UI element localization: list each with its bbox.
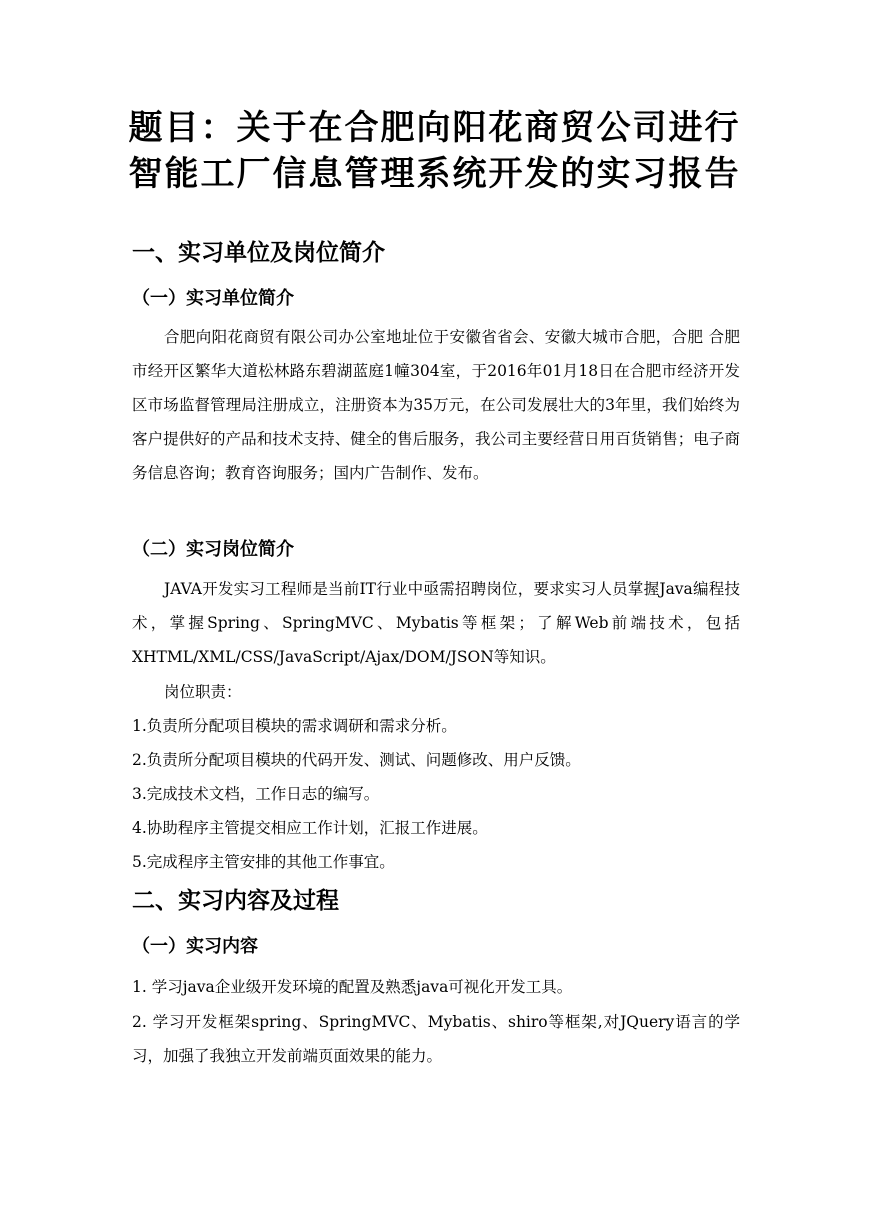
section-2-heading: 二、实习内容及过程 <box>132 888 339 914</box>
section-2-1-heading: （一）实习内容 <box>132 936 258 957</box>
duty-item-2: 2.负责所分配项目模块的代码开发、测试、问题修改、用户反馈。 <box>132 751 581 769</box>
duty-item-3: 3.完成技术文档，工作日志的编写。 <box>132 785 380 803</box>
duties-label: 岗位职责： <box>164 683 242 701</box>
company-intro-paragraph: 合肥向阳花商贸有限公司办公室地址位于安徽省省会、安徽大城市合肥，合肥 合肥市经开区繁华大道松林路东碧湖蓝庭1幢304室，于2016年01月18日在合肥市经济开发区市场监督管理局注册成立，注册资本为35万元，在公司发展壮大的3年里，我们始终为客户提供好的产品和技术支持、健全的售后服务，我公司主要经营日用百货销售；电子商务信息咨询；教育咨询服务；国内广告制作、发布。 <box>132 328 740 482</box>
section-1-1-heading: （一）实习单位简介 <box>132 288 294 309</box>
duty-item-1: 1.负责所分配项目模块的需求调研和需求分析。 <box>132 717 457 735</box>
content-item-1: 1. 学习java企业级开发环境的配置及熟悉java可视化开发工具。 <box>132 978 573 996</box>
document-title-line-1: 题目：关于在合肥向阳花商贸公司进行 <box>128 108 741 148</box>
duty-item-5: 5.完成程序主管安排的其他工作事宜。 <box>132 853 395 871</box>
content-item-2: 2. 学习开发框架spring、SpringMVC、Mybatis、shiro等框架,对JQuery语言的学习，加强了我独立开发前端页面效果的能力。 <box>132 1013 740 1065</box>
document-title-line-2: 智能工厂信息管理系统开发的实习报告 <box>128 154 741 194</box>
position-intro-paragraph: JAVA开发实习工程师是当前IT行业中亟需招聘岗位，要求实习人员掌握Java编程技术，掌握Spring、SpringMVC、Mybatis等框架；了解Web前端技术，包括XHTML/XML/CSS/JavaScript/Ajax/DOM/JSON等知识。 <box>132 580 740 666</box>
duty-item-4: 4.协助程序主管提交相应工作计划，汇报工作进展。 <box>132 819 488 837</box>
section-1-heading: 一、实习单位及岗位简介 <box>132 240 385 266</box>
section-1-2-heading: （二）实习岗位简介 <box>132 539 294 560</box>
